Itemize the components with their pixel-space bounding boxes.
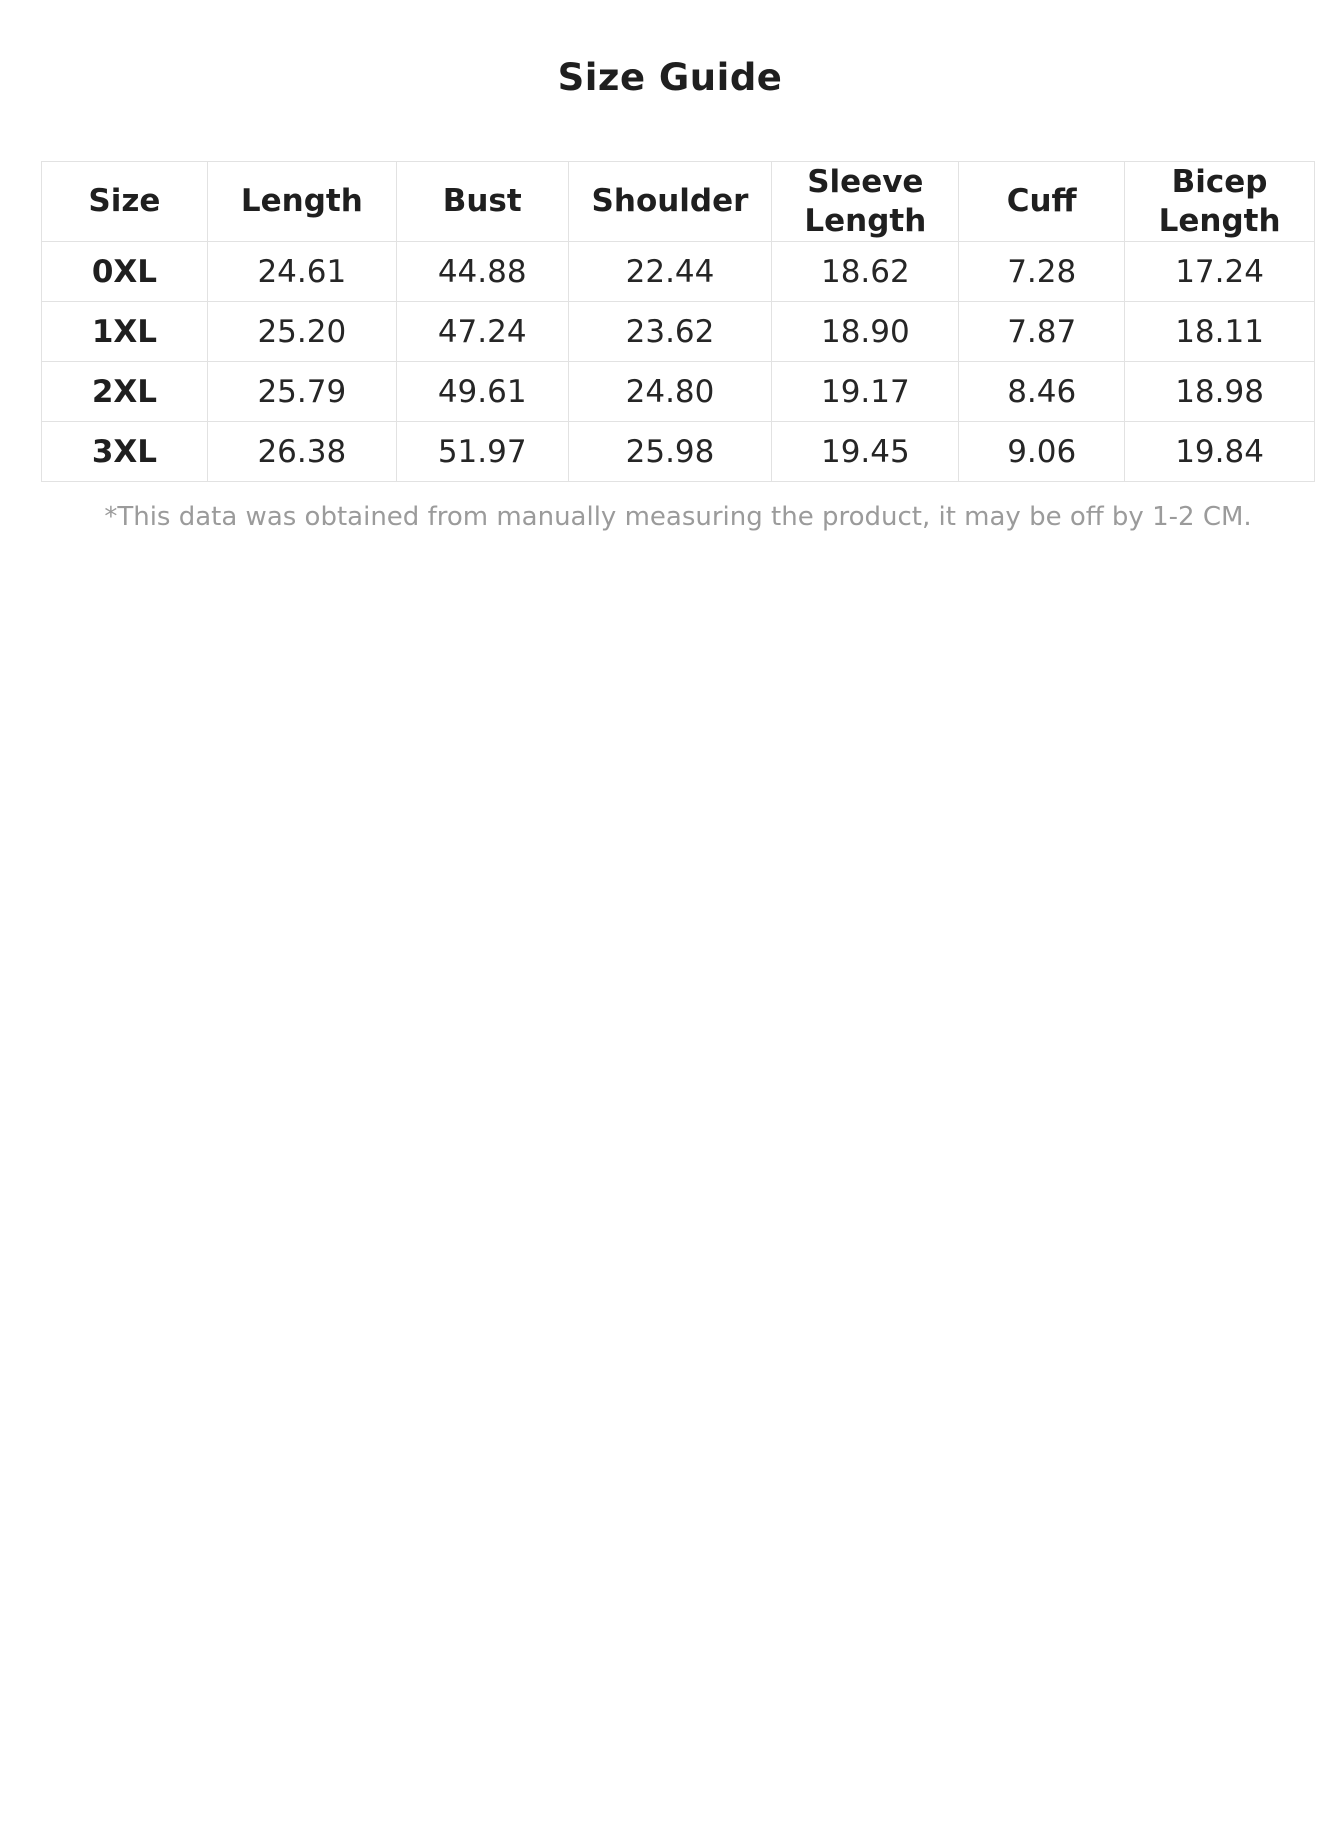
cuff-cell: 7.87 bbox=[959, 302, 1125, 362]
cuff-cell: 8.46 bbox=[959, 362, 1125, 422]
header-cell-cuff: Cuff bbox=[959, 162, 1125, 242]
sleeve-length-cell: 18.62 bbox=[772, 242, 959, 302]
length-cell: 25.79 bbox=[207, 362, 396, 422]
header-cell-bust: Bust bbox=[396, 162, 568, 242]
cuff-cell: 7.28 bbox=[959, 242, 1125, 302]
length-cell: 24.61 bbox=[207, 242, 396, 302]
bust-cell: 47.24 bbox=[396, 302, 568, 362]
table-row-3xl bbox=[42, 422, 1315, 482]
shoulder-cell: 22.44 bbox=[568, 242, 772, 302]
measurement-disclaimer: *This data was obtained from manually measuring the product, it may be off by 1-2 CM. bbox=[104, 502, 1252, 532]
shoulder-cell: 25.98 bbox=[568, 422, 772, 482]
sleeve-length-cell: 19.17 bbox=[772, 362, 959, 422]
size-cell: 0XL bbox=[42, 242, 208, 302]
bicep-length-cell: 18.98 bbox=[1125, 362, 1315, 422]
shoulder-cell: 24.80 bbox=[568, 362, 772, 422]
table-row-0xl bbox=[42, 242, 1315, 302]
table-row-1xl bbox=[42, 302, 1315, 362]
header-cell-bicep-length: Bicep Length bbox=[1125, 162, 1315, 242]
bicep-length-cell: 19.84 bbox=[1125, 422, 1315, 482]
header-cell-length: Length bbox=[207, 162, 396, 242]
bust-cell: 44.88 bbox=[396, 242, 568, 302]
bicep-length-cell: 18.11 bbox=[1125, 302, 1315, 362]
size-guide-table bbox=[41, 161, 1315, 482]
shoulder-cell: 23.62 bbox=[568, 302, 772, 362]
bust-cell: 49.61 bbox=[396, 362, 568, 422]
bust-cell: 51.97 bbox=[396, 422, 568, 482]
page-title: Size Guide bbox=[557, 56, 783, 99]
length-cell: 25.20 bbox=[207, 302, 396, 362]
sleeve-length-cell: 19.45 bbox=[772, 422, 959, 482]
table-row-2xl bbox=[42, 362, 1315, 422]
length-cell: 26.38 bbox=[207, 422, 396, 482]
cuff-cell: 9.06 bbox=[959, 422, 1125, 482]
header-row bbox=[42, 162, 1315, 242]
size-cell: 1XL bbox=[42, 302, 208, 362]
header-cell-size: Size bbox=[42, 162, 208, 242]
sleeve-length-cell: 18.90 bbox=[772, 302, 959, 362]
header-cell-sleeve-length: Sleeve Length bbox=[772, 162, 959, 242]
size-cell: 2XL bbox=[42, 362, 208, 422]
size-cell: 3XL bbox=[42, 422, 208, 482]
bicep-length-cell: 17.24 bbox=[1125, 242, 1315, 302]
header-cell-shoulder: Shoulder bbox=[568, 162, 772, 242]
